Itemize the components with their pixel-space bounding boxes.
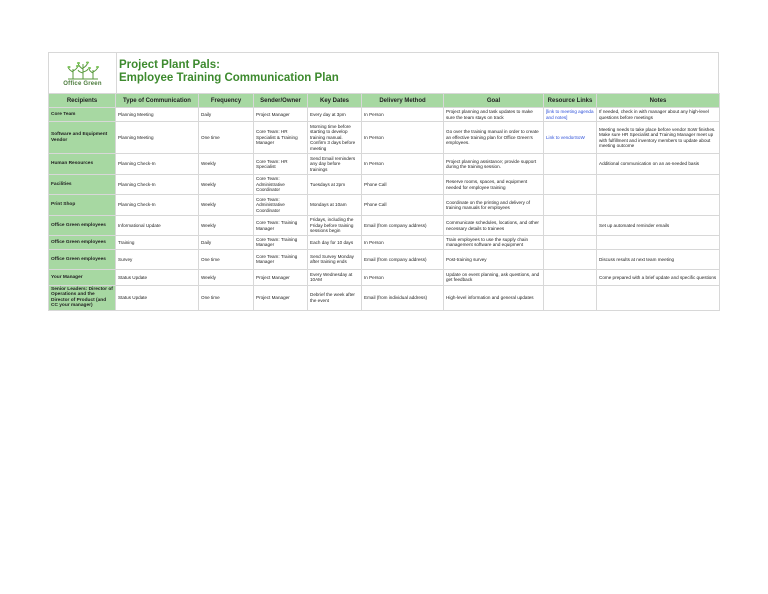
type-cell[interactable]: Planning Check-In — [116, 175, 199, 195]
page-title: Project Plant Pals: — [119, 59, 220, 71]
delivery-method-cell[interactable]: Email (from individual address) — [362, 285, 444, 310]
key-dates-cell[interactable]: Tuesdays at 2pm — [308, 175, 362, 195]
resource-link[interactable]: Link to vendorSoW — [544, 122, 597, 154]
type-cell[interactable]: Planning Check-In — [116, 154, 199, 175]
column-header[interactable]: Sender/Owner — [254, 94, 308, 108]
key-dates-cell[interactable]: Morning time before starting to develop training manual. Confirm 3 days before meeting — [308, 122, 362, 154]
column-header[interactable]: Type of Communication — [116, 94, 199, 108]
sender-cell[interactable]: Project Manager — [254, 108, 308, 122]
column-header[interactable]: Delivery Method — [362, 94, 444, 108]
frequency-cell[interactable]: One time — [199, 285, 254, 310]
column-header[interactable]: Recipients — [49, 94, 116, 108]
column-header[interactable]: Notes — [597, 94, 720, 108]
frequency-cell[interactable]: One time — [199, 249, 254, 269]
sheet-header — [48, 52, 719, 93]
goal-cell[interactable]: Go over the training manual in order to create an effective training plan for Office Green's employees. — [444, 122, 544, 154]
resource-link[interactable]: [link to meeting agenda and notes] — [544, 108, 597, 122]
delivery-method-cell[interactable]: In Person — [362, 122, 444, 154]
resource-link[interactable] — [544, 269, 597, 285]
frequency-cell[interactable]: Daily — [199, 236, 254, 250]
notes-cell[interactable]: Additional communication on an as-needed basis — [597, 154, 720, 175]
recipient-cell[interactable]: Office Green employees — [49, 236, 116, 250]
table-row — [49, 108, 720, 122]
resource-link[interactable] — [544, 216, 597, 236]
recipient-cell[interactable]: Software and Equipment Vendor — [49, 122, 116, 154]
delivery-method-cell[interactable]: In Person — [362, 236, 444, 250]
notes-cell[interactable]: If needed, check in with manager about any high-level questions before meetings — [597, 108, 720, 122]
table-row — [49, 216, 720, 236]
sender-cell[interactable]: Project Manager — [254, 269, 308, 285]
resource-link[interactable] — [544, 249, 597, 269]
column-header[interactable]: Resource Links — [544, 94, 597, 108]
logo — [49, 53, 117, 93]
type-cell[interactable]: Status Update — [116, 269, 199, 285]
resource-link[interactable] — [544, 195, 597, 216]
recipient-cell[interactable]: Facilities — [49, 175, 116, 195]
recipient-cell[interactable]: Core Team — [49, 108, 116, 122]
key-dates-cell[interactable]: Every day at 3pm — [308, 108, 362, 122]
column-header[interactable]: Frequency — [199, 94, 254, 108]
frequency-cell[interactable]: Weekly — [199, 195, 254, 216]
recipient-cell[interactable]: Human Resources — [49, 154, 116, 175]
goal-cell[interactable]: Communicate schedules, locations, and other necessary details to trainees — [444, 216, 544, 236]
recipient-cell[interactable]: Office Green employees — [49, 216, 116, 236]
sender-cell[interactable]: Core Team: Training Manager — [254, 216, 308, 236]
notes-cell[interactable] — [597, 195, 720, 216]
spreadsheet — [48, 52, 719, 311]
sender-cell[interactable]: Core Team: Training Manager — [254, 236, 308, 250]
delivery-method-cell[interactable]: Phone Call — [362, 195, 444, 216]
goal-cell[interactable]: Project planning assistance; provide support during the training session. — [444, 154, 544, 175]
key-dates-cell[interactable]: Every Wednesday at 10AM — [308, 269, 362, 285]
recipient-cell[interactable]: Office Green employees — [49, 249, 116, 269]
delivery-method-cell[interactable]: Phone Call — [362, 175, 444, 195]
communication-plan-table — [48, 93, 720, 311]
title-block — [117, 53, 718, 93]
notes-cell[interactable]: Come prepared with a brief update and specific questions — [597, 269, 720, 285]
logo-text: Office Green — [63, 80, 102, 87]
goal-cell[interactable]: Post-training survey — [444, 249, 544, 269]
table-row — [49, 236, 720, 250]
type-cell[interactable]: Survey — [116, 249, 199, 269]
column-header[interactable]: Key Dates — [308, 94, 362, 108]
type-cell[interactable]: Planning Meeting — [116, 122, 199, 154]
table-row — [49, 249, 720, 269]
table-row — [49, 154, 720, 175]
key-dates-cell[interactable]: Send Survey Monday after training ends — [308, 249, 362, 269]
resource-link[interactable] — [544, 175, 597, 195]
goal-cell[interactable]: Project planning and task updates to make sure the team stays on track — [444, 108, 544, 122]
plant-sprouts-icon — [66, 60, 100, 80]
notes-cell[interactable] — [597, 175, 720, 195]
key-dates-cell[interactable]: Each day for 10 days — [308, 236, 362, 250]
key-dates-cell[interactable]: Send Email reminders any day before trainings — [308, 154, 362, 175]
type-cell[interactable]: Planning Meeting — [116, 108, 199, 122]
resource-link[interactable] — [544, 285, 597, 310]
table-row — [49, 122, 720, 154]
type-cell[interactable]: Status Update — [116, 285, 199, 310]
frequency-cell[interactable]: Weekly — [199, 154, 254, 175]
goal-cell[interactable]: High-level information and general updates — [444, 285, 544, 310]
goal-cell[interactable]: Train employees to use the supply chain management software and equipment — [444, 236, 544, 250]
page-subtitle: Employee Training Communication Plan — [119, 72, 339, 84]
key-dates-cell[interactable]: Mondays at 10am — [308, 195, 362, 216]
sender-cell[interactable]: Core Team: HR Specialist — [254, 154, 308, 175]
frequency-cell[interactable]: One time — [199, 122, 254, 154]
resource-link[interactable] — [544, 154, 597, 175]
table-row — [49, 285, 720, 310]
notes-cell[interactable] — [597, 236, 720, 250]
column-header[interactable]: Goal — [444, 94, 544, 108]
frequency-cell[interactable]: Weekly — [199, 216, 254, 236]
recipient-cell[interactable]: Senior Leaders: Director of Operations and the Director of Product (and CC your manager) — [49, 285, 116, 310]
sender-cell[interactable]: Core Team: HR Specialist & Training Manager — [254, 122, 308, 154]
table-row — [49, 175, 720, 195]
sender-cell[interactable]: Core Team: Administrative Coordinator — [254, 175, 308, 195]
notes-cell[interactable]: Discuss results at next team meeting — [597, 249, 720, 269]
notes-cell[interactable]: Meeting needs to take place before vendor SoW finishes. Make sure HR Specialist and Training Manager meet up with fulfillment and inventory members to update about meeting outcome — [597, 122, 720, 154]
recipient-cell[interactable]: Your Manager — [49, 269, 116, 285]
type-cell[interactable]: Training — [116, 236, 199, 250]
delivery-method-cell[interactable]: In Person — [362, 269, 444, 285]
column-header-row — [49, 94, 720, 108]
delivery-method-cell[interactable]: In Person — [362, 108, 444, 122]
key-dates-cell[interactable]: Fridays, including the Friday before training sessions begin — [308, 216, 362, 236]
sender-cell[interactable]: Core Team: Administrative Coordinator — [254, 195, 308, 216]
notes-cell[interactable] — [597, 285, 720, 310]
sender-cell[interactable]: Project Manager — [254, 285, 308, 310]
frequency-cell[interactable]: Weekly — [199, 175, 254, 195]
frequency-cell[interactable]: Weekly — [199, 269, 254, 285]
delivery-method-cell[interactable]: Email (from company address) — [362, 216, 444, 236]
goal-cell[interactable]: Coordinate on the printing and delivery of training manuals for employees — [444, 195, 544, 216]
recipient-cell[interactable]: Print Shop — [49, 195, 116, 216]
type-cell[interactable]: Informational Update — [116, 216, 199, 236]
type-cell[interactable]: Planning Check-In — [116, 195, 199, 216]
goal-cell[interactable]: Reserve rooms, spaces, and equipment needed for employee training — [444, 175, 544, 195]
table-row — [49, 195, 720, 216]
delivery-method-cell[interactable]: In Person — [362, 154, 444, 175]
key-dates-cell[interactable]: Debrief the week after the event — [308, 285, 362, 310]
frequency-cell[interactable]: Daily — [199, 108, 254, 122]
goal-cell[interactable]: Update on event planning, ask questions, and get feedback — [444, 269, 544, 285]
delivery-method-cell[interactable]: Email (from company address) — [362, 249, 444, 269]
notes-cell[interactable]: Set up automated reminder emails — [597, 216, 720, 236]
sender-cell[interactable]: Core Team: Training Manager — [254, 249, 308, 269]
table-row — [49, 269, 720, 285]
resource-link[interactable] — [544, 236, 597, 250]
